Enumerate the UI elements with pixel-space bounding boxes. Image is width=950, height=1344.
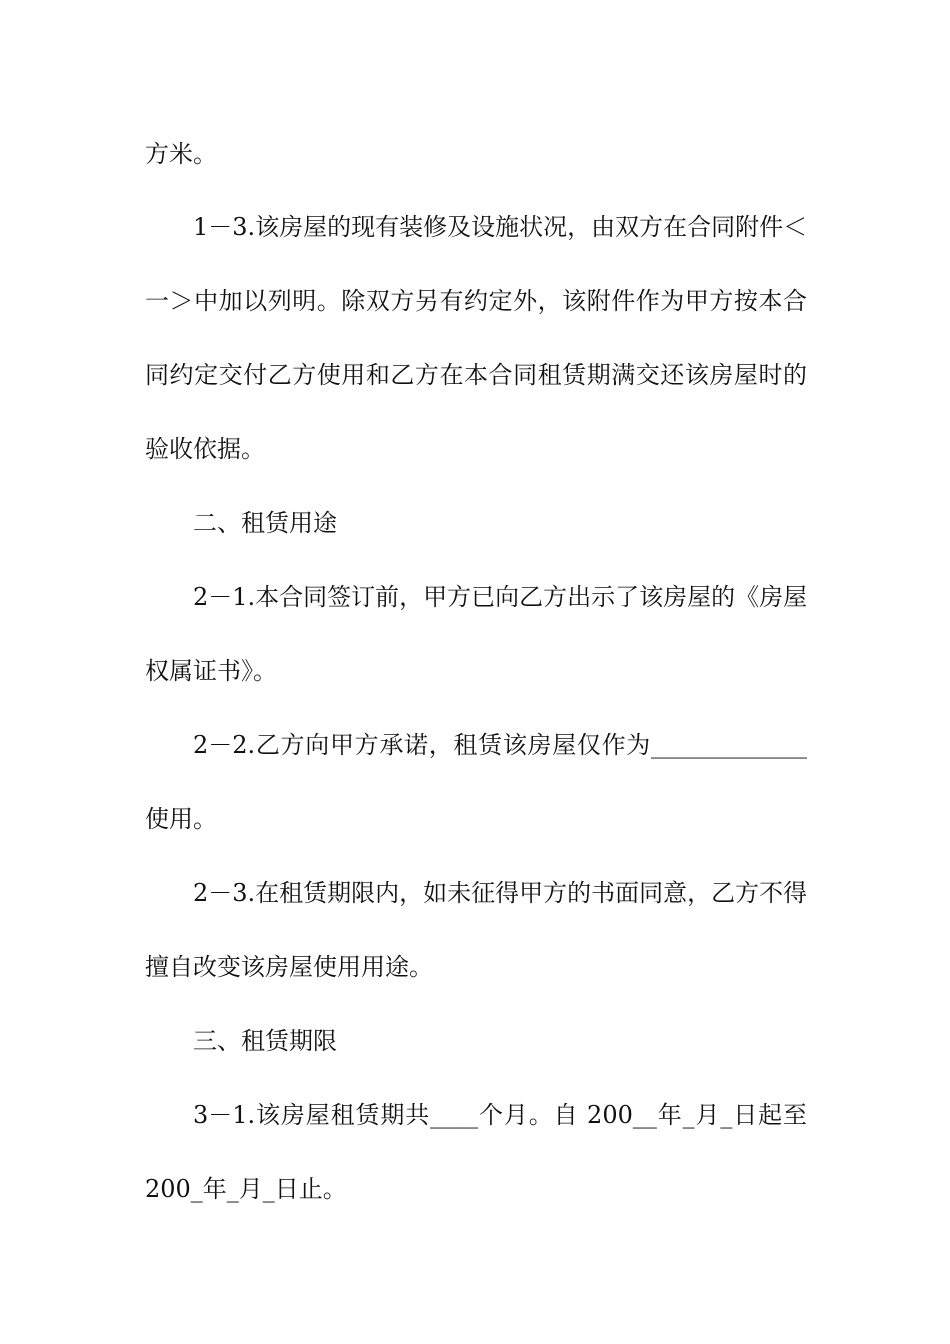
text-line: 200_年_月_日止。 (145, 1175, 347, 1203)
text-line: 权属证书》。 (145, 657, 277, 685)
text-line: 同约定交付乙方使用和乙方在本合同租赁期满交还该房屋时的 (145, 361, 807, 389)
text-line: 2－2.乙方向甲方承诺，租赁该房屋仅作为_____________ (193, 731, 807, 759)
text-line: 验收依据。 (145, 435, 265, 463)
text-line: 擅自改变该房屋使用用途。 (145, 953, 433, 981)
text-line: 使用。 (145, 805, 217, 833)
text-line: 2－3.在租赁期限内，如未征得甲方的书面同意，乙方不得 (193, 879, 808, 907)
section-heading: 三、租赁期限 (193, 1027, 337, 1055)
text-line: 一＞中加以列明。除双方另有约定外，该附件作为甲方按本合 (145, 287, 807, 315)
text-line: 方米。 (145, 140, 217, 168)
text-line: 2－1.本合同签订前，甲方已向乙方出示了该房屋的《房屋 (193, 583, 808, 611)
text-line: 3－1.该房屋租赁期共____个月。自 200__年_月_日起至 (193, 1101, 807, 1129)
section-heading: 二、租赁用途 (193, 509, 337, 537)
text-line: 1－3.该房屋的现有装修及设施状况，由双方在合同附件＜ (193, 213, 808, 241)
